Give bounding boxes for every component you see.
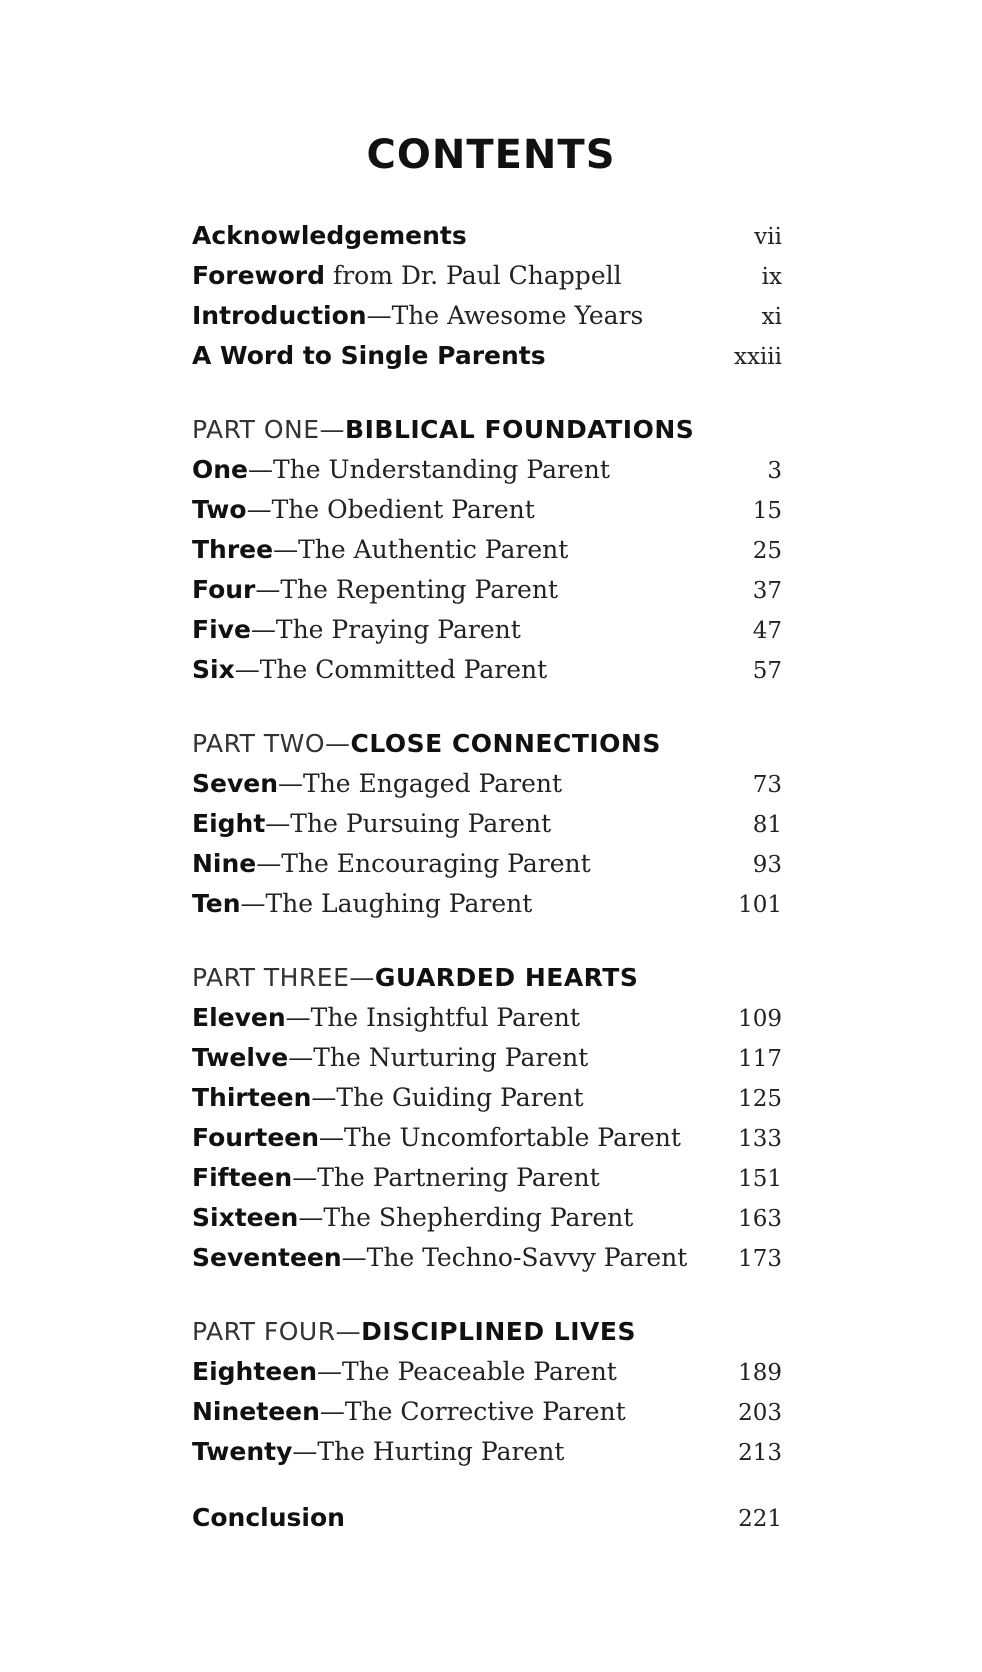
chapter-number: Nine — [192, 849, 257, 878]
chapter-number: Twenty — [192, 1437, 293, 1466]
toc-entry-chapter — [192, 804, 782, 844]
entry-page-number: ix — [761, 264, 782, 290]
toc-entry-single-parents — [192, 336, 782, 376]
chapter-number: Fifteen — [192, 1163, 293, 1192]
chapter-page-number: 125 — [738, 1086, 782, 1112]
chapter-number: Two — [192, 495, 247, 524]
part-name: CLOSE CONNECTIONS — [350, 729, 661, 758]
toc-entry-chapter — [192, 1238, 782, 1278]
entry-page-number: vii — [754, 224, 782, 250]
chapter-page-number: 133 — [738, 1126, 782, 1152]
toc-entry-chapter — [192, 1198, 782, 1238]
toc-entry-chapter — [192, 1352, 782, 1392]
chapter-number: Eleven — [192, 1003, 286, 1032]
section-spacer — [192, 690, 782, 724]
chapter-page-number: 57 — [752, 658, 782, 684]
chapter-title: —The Guiding Parent — [311, 1083, 584, 1112]
toc-entry-chapter — [192, 764, 782, 804]
chapter-page-number: 109 — [738, 1006, 782, 1032]
part-heading-one — [192, 410, 782, 450]
section-spacer — [192, 1278, 782, 1312]
part-name: GUARDED HEARTS — [374, 963, 639, 992]
chapter-title: —The Laughing Parent — [240, 889, 533, 918]
entry-page-number: 221 — [738, 1506, 782, 1532]
entry-label: Foreword — [192, 261, 326, 290]
part-prefix: PART FOUR— — [192, 1317, 362, 1346]
chapter-number: Six — [192, 655, 235, 684]
toc-entry-chapter — [192, 490, 782, 530]
chapter-page-number: 47 — [752, 618, 782, 644]
chapter-title: —The Uncomfortable Parent — [319, 1123, 681, 1152]
toc-entry-chapter — [192, 1392, 782, 1432]
toc-entry-chapter — [192, 530, 782, 570]
chapter-page-number: 73 — [752, 772, 782, 798]
toc-entry-introduction — [192, 296, 782, 336]
toc-entry-chapter — [192, 610, 782, 650]
chapter-page-number: 15 — [752, 498, 782, 524]
chapter-page-number: 3 — [767, 458, 782, 484]
part-prefix: PART ONE— — [192, 415, 346, 444]
chapter-page-number: 173 — [738, 1246, 782, 1272]
chapter-number: Three — [192, 535, 274, 564]
chapter-number: One — [192, 455, 249, 484]
chapter-title: —The Praying Parent — [250, 615, 521, 644]
chapter-number: Eight — [192, 809, 266, 838]
chapter-title: —The Engaged Parent — [278, 769, 563, 798]
toc-entry-chapter — [192, 1432, 782, 1472]
chapter-page-number: 101 — [738, 892, 782, 918]
entry-label: Acknowledgements — [192, 221, 467, 250]
chapter-number: Five — [192, 615, 251, 644]
chapter-number: Twelve — [192, 1043, 289, 1072]
chapter-number: Sixteen — [192, 1203, 299, 1232]
entry-page-number: xxiii — [733, 344, 782, 370]
chapter-number: Nineteen — [192, 1397, 320, 1426]
chapter-title: —The Nurturing Parent — [288, 1043, 589, 1072]
toc-entry-chapter — [192, 650, 782, 690]
part-heading-four — [192, 1312, 782, 1352]
chapter-number: Four — [192, 575, 256, 604]
chapter-page-number: 189 — [738, 1360, 782, 1386]
chapter-number: Thirteen — [192, 1083, 312, 1112]
section-spacer — [192, 376, 782, 410]
part-name: BIBLICAL FOUNDATIONS — [345, 415, 695, 444]
toc-entry-chapter — [192, 1158, 782, 1198]
chapter-title: —The Understanding Parent — [248, 455, 610, 484]
toc-entry-acknowledgements — [192, 216, 782, 256]
part-name: DISCIPLINED LIVES — [361, 1317, 636, 1346]
chapter-page-number: 213 — [738, 1440, 782, 1466]
entry-title: from Dr. Paul Chappell — [325, 261, 622, 290]
toc-entry-chapter — [192, 1038, 782, 1078]
chapter-number: Fourteen — [192, 1123, 320, 1152]
chapter-title: —The Authentic Parent — [273, 535, 569, 564]
chapter-title: —The Partnering Parent — [292, 1163, 600, 1192]
chapter-title: —The Obedient Parent — [246, 495, 535, 524]
entry-title: —The Awesome Years — [366, 301, 644, 330]
page-title: CONTENTS — [366, 132, 616, 178]
chapter-page-number: 117 — [738, 1046, 782, 1072]
chapter-title: —The Pursuing Parent — [265, 809, 552, 838]
toc-entry-foreword — [192, 256, 782, 296]
part-prefix: PART THREE— — [192, 963, 375, 992]
chapter-page-number: 203 — [738, 1400, 782, 1426]
chapter-page-number: 93 — [752, 852, 782, 878]
part-prefix: PART TWO— — [192, 729, 351, 758]
entry-label: A Word to Single Parents — [192, 341, 546, 370]
entry-label: Conclusion — [192, 1503, 345, 1532]
chapter-page-number: 81 — [752, 812, 782, 838]
chapter-page-number: 163 — [738, 1206, 782, 1232]
chapter-title: —The Repenting Parent — [255, 575, 558, 604]
chapter-title: —The Hurting Parent — [292, 1437, 565, 1466]
toc-entry-chapter — [192, 450, 782, 490]
section-spacer — [192, 924, 782, 958]
chapter-title: —The Insightful Parent — [285, 1003, 580, 1032]
entry-label: Introduction — [192, 301, 367, 330]
toc-entry-chapter — [192, 1118, 782, 1158]
chapter-title: —The Techno-Savvy Parent — [341, 1243, 688, 1272]
toc-entry-chapter — [192, 884, 782, 924]
chapter-title: —The Corrective Parent — [319, 1397, 626, 1426]
toc-entry-chapter — [192, 570, 782, 610]
toc-entry-chapter — [192, 844, 782, 884]
chapter-page-number: 37 — [752, 578, 782, 604]
chapter-page-number: 151 — [738, 1166, 782, 1192]
chapter-number: Seven — [192, 769, 279, 798]
chapter-title: —The Encouraging Parent — [256, 849, 591, 878]
chapter-title: —The Peaceable Parent — [317, 1357, 617, 1386]
part-heading-two — [192, 724, 782, 764]
chapter-title: —The Shepherding Parent — [298, 1203, 634, 1232]
chapter-number: Eighteen — [192, 1357, 317, 1386]
table-of-contents — [192, 216, 782, 1538]
chapter-number: Ten — [192, 889, 241, 918]
entry-page-number: xi — [761, 304, 782, 330]
part-heading-three — [192, 958, 782, 998]
chapter-title: —The Committed Parent — [234, 655, 548, 684]
chapter-page-number: 25 — [752, 538, 782, 564]
toc-entry-chapter — [192, 998, 782, 1038]
toc-entry-chapter — [192, 1078, 782, 1118]
chapter-number: Seventeen — [192, 1243, 342, 1272]
toc-entry-conclusion — [192, 1498, 782, 1538]
